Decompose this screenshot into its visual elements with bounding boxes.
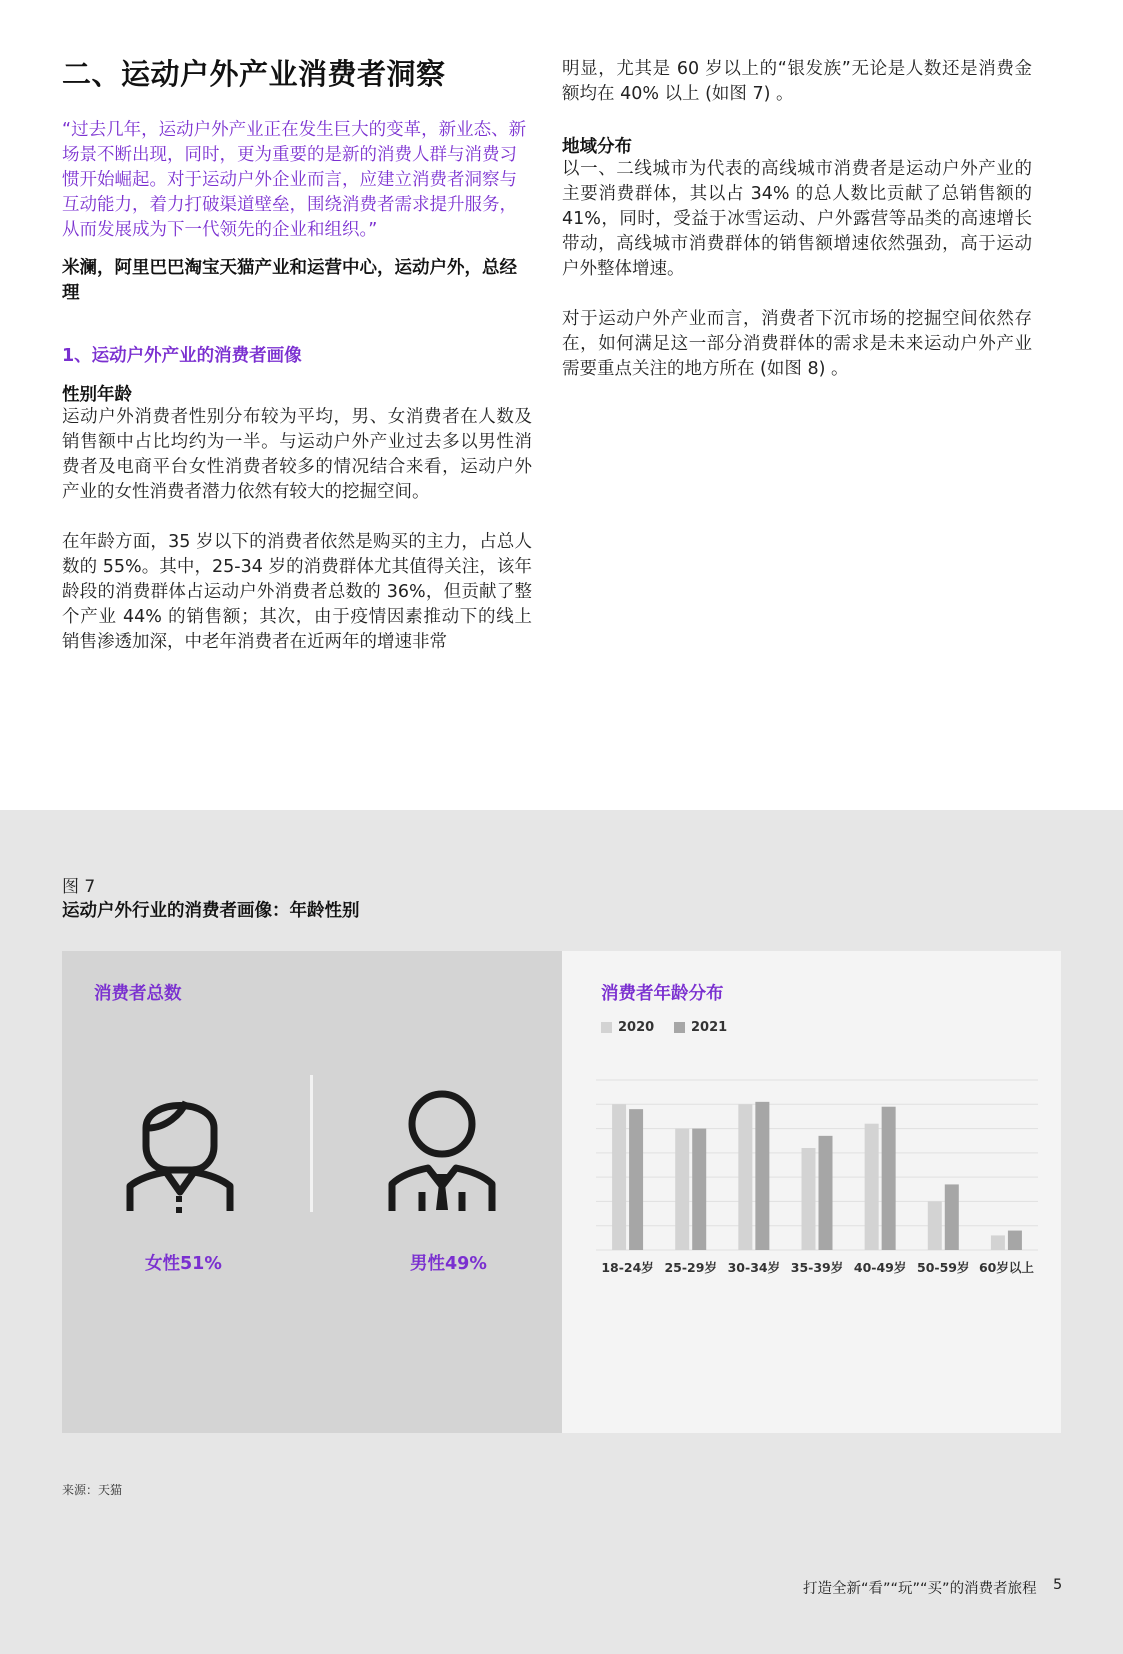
age-distribution-chart bbox=[590, 1066, 1040, 1286]
region-paragraph-2: 对于运动户外产业而言，消费者下沉市场的挖掘空间依然存在，如何满足这一部分消费群体的需求是未来运动户外产业需要重点关注的地方所在 (如图 8) 。 bbox=[562, 309, 1032, 379]
legend-2021 bbox=[674, 1020, 727, 1035]
x-tick-label: 30-34岁 bbox=[727, 1260, 781, 1275]
male-person-icon bbox=[388, 1088, 498, 1213]
gender-paragraph: 运动户外消费者性别分布较为平均，男、女消费者在人数及销售额中占比均约为一半。与运动户外产业过去多以男性消费者及电商平台女性消费者较多的情况结合来看，运动户外产业的女性消费者潜力依然有较大的挖掘空间。 bbox=[62, 407, 532, 502]
bar-2020-40-49岁 bbox=[865, 1124, 879, 1250]
page-title: 二、运动户外产业消费者洞察 bbox=[62, 57, 446, 91]
page-number: 5 bbox=[1053, 1577, 1063, 1593]
bar-2020-18-24岁 bbox=[612, 1104, 626, 1250]
bar-2021-60岁以上 bbox=[1008, 1231, 1022, 1250]
bar-2021-35-39岁 bbox=[819, 1136, 833, 1250]
bar-2021-50-59岁 bbox=[945, 1184, 959, 1250]
bar-2021-40-49岁 bbox=[882, 1107, 896, 1250]
age-paragraph-continued: 明显，尤其是 60 岁以上的“银发族”无论是人数还是消费金额均在 40% 以上 (如图 7) 。 bbox=[562, 59, 1032, 104]
legend-swatch-2020 bbox=[601, 1022, 612, 1033]
gender-divider bbox=[310, 1075, 313, 1212]
bar-2021-18-24岁 bbox=[629, 1109, 643, 1250]
region-paragraph: 以一、二线城市为代表的高线城市消费者是运动户外产业的主要消费群体，其以占 34% 的总人数比贡献了总销售额的 41%，同时，受益于冰雪运动、户外露营等品类的高速增长带动，高线城市消费群体的销售额增速依然强劲，高于运动户外整体增速。 bbox=[562, 159, 1032, 279]
region-heading: 地域分布 bbox=[562, 137, 632, 157]
bar-2020-30-34岁 bbox=[738, 1104, 752, 1250]
x-tick-label: 60岁以上 bbox=[978, 1260, 1034, 1275]
quote-attribution: 米澜，阿里巴巴淘宝天猫产业和运营中心，运动户外，总经理 bbox=[62, 258, 517, 303]
bar-2020-35-39岁 bbox=[802, 1148, 816, 1250]
figure-label: 图 7 bbox=[62, 877, 96, 897]
bar-2021-30-34岁 bbox=[755, 1102, 769, 1250]
legend-label-2020: 2020 bbox=[618, 1020, 655, 1035]
legend-swatch-2021 bbox=[674, 1022, 685, 1033]
female-percentage: 女性51% bbox=[145, 1254, 222, 1274]
footer-title: 打造全新“看”“玩”“买”的消费者旅程 bbox=[803, 1581, 1037, 1597]
legend-2020 bbox=[601, 1020, 654, 1035]
male-percentage: 男性49% bbox=[410, 1254, 487, 1274]
subsection-heading: 1、运动户外产业的消费者画像 bbox=[62, 346, 302, 366]
bar-2020-25-29岁 bbox=[675, 1129, 689, 1250]
figure-title: 运动户外行业的消费者画像：年龄性别 bbox=[62, 901, 360, 921]
x-tick-label: 35-39岁 bbox=[790, 1260, 844, 1275]
bar-2021-25-29岁 bbox=[692, 1129, 706, 1250]
bar-2020-50-59岁 bbox=[928, 1201, 942, 1250]
bar-2020-60岁以上 bbox=[991, 1235, 1005, 1250]
x-tick-label: 25-29岁 bbox=[664, 1260, 717, 1275]
age-paragraph: 在年龄方面，35 岁以下的消费者依然是购买的主力，占总人数的 55%。其中，25-34 岁的消费群体尤其值得关注，该年龄段的消费群体占运动户外消费者总数的 36%，但贡献了整个产业 44% 的销售额；其次，由于疫情因素推动下的线上销售渗透加深，中老年消费者在近两年的增速非常 bbox=[62, 532, 532, 652]
gender-panel-title: 消费者总数 bbox=[94, 984, 182, 1004]
executive-quote: “过去几年，运动户外产业正在发生巨大的变革，新业态、新场景不断出现，同时，更为重要的是新的消费人群与消费习惯开始崛起。对于运动户外企业而言，应建立消费者洞察与互动能力，着力打破渠道壁垒，围绕消费者需求提升服务，从而发展成为下一代领先的企业和组织。” bbox=[62, 120, 527, 240]
legend-label-2021: 2021 bbox=[691, 1020, 728, 1035]
gender-age-heading: 性别年龄 bbox=[62, 385, 132, 405]
female-person-icon bbox=[126, 1088, 236, 1213]
age-panel-title: 消费者年龄分布 bbox=[601, 984, 724, 1004]
x-tick-label: 18-24岁 bbox=[601, 1260, 654, 1275]
figure-source: 来源：天猫 bbox=[62, 1483, 123, 1497]
x-tick-label: 50-59岁 bbox=[917, 1260, 970, 1275]
x-tick-label: 40-49岁 bbox=[853, 1260, 907, 1275]
